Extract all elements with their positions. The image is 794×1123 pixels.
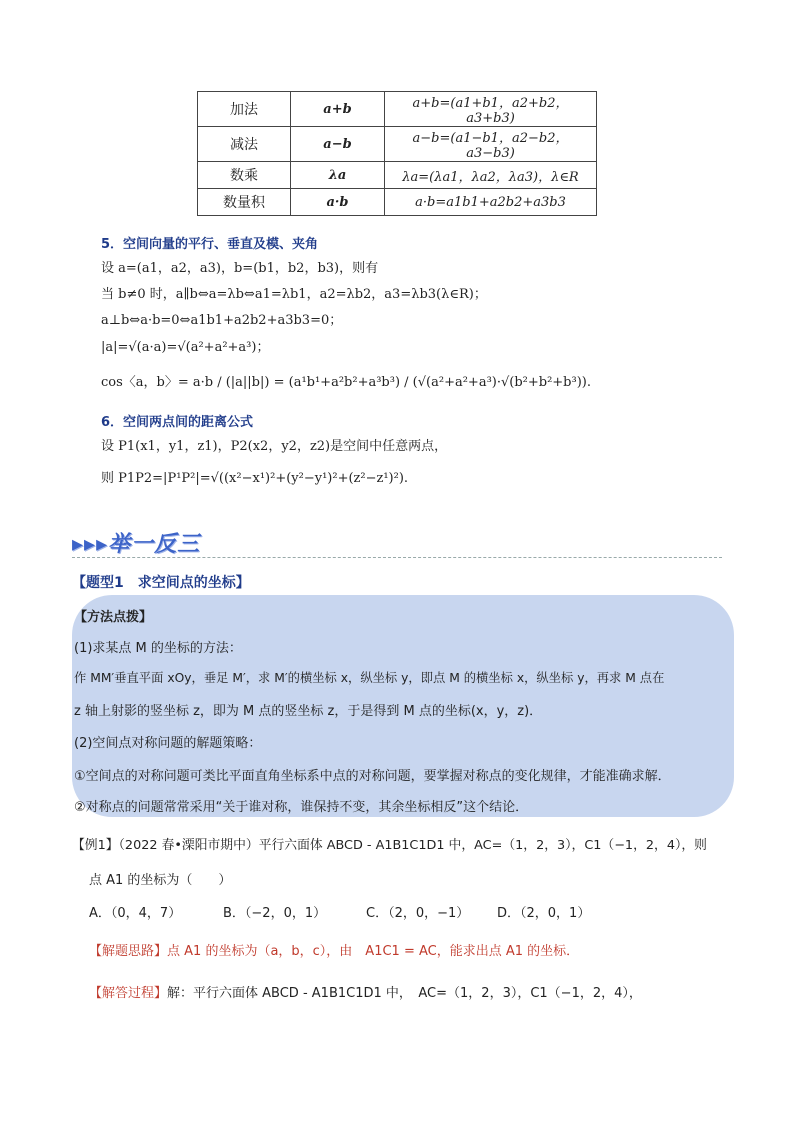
option-d: D．（2，0，1） bbox=[497, 906, 591, 921]
section5-line5: cos〈a，b〉= a·b / (|a||b|) = (a¹b¹+a²b²+a³b³) / (√(a²+a²+a³)·√(b²+b²+b³)). bbox=[101, 375, 591, 390]
op-symbol: a−b bbox=[291, 127, 385, 162]
example-line2: 点 A1 的坐标为（ ） bbox=[89, 873, 232, 888]
op-name: 减法 bbox=[198, 127, 291, 162]
section5-line1: 设 a=(a1，a2，a3)，b=(b1，b2，b3)，则有 bbox=[101, 261, 379, 276]
op-formula: λa=(λa1，λa2，λa3)，λ∈R bbox=[385, 162, 597, 189]
table-row bbox=[198, 127, 597, 162]
op-formula: a−b=(a1−b1，a2−b2，a3−b3) bbox=[385, 127, 597, 162]
method-p1: (1)求某点 M 的坐标的方法： bbox=[74, 641, 242, 656]
banner-title: ▸▸▸举一反三 bbox=[72, 532, 201, 557]
option-a: A．（0，4，7） bbox=[89, 906, 182, 921]
section5-line2: 当 b≠0 时，a∥b⇔a=λb⇔a1=λb1，a2=λb2，a3=λb3(λ∈R)； bbox=[101, 287, 487, 302]
vector-operations-table bbox=[197, 91, 597, 216]
section5-heading: 5．空间向量的平行、垂直及模、夹角 bbox=[101, 237, 319, 252]
section5-line4: |a|=√(a·a)=√(a²+a²+a³)； bbox=[101, 340, 270, 355]
process-row bbox=[89, 982, 642, 1001]
section5-line3: a⊥b⇔a·b=0⇔a1b1+a2b2+a3b3=0； bbox=[101, 313, 343, 328]
op-name: 加法 bbox=[198, 92, 291, 127]
method-p2: 作 MM′垂直平面 xOy，垂足 M′，求 M′的横坐标 x，纵坐标 y，即点 M 的横坐标 x，纵坐标 y，再求 M 点在 bbox=[74, 671, 665, 685]
method-title: 【方法点拨】 bbox=[74, 610, 153, 625]
section6-line1: 设 P1(x1，y1，z1)，P2(x2，y2，z2)是空间中任意两点， bbox=[101, 439, 448, 454]
example-line1: 【例1】（2022 春•溧阳市期中）平行六面体 ABCD - A1B1C1D1 中，AC=（1，2，3），C1（−1，2，4），则 bbox=[72, 838, 707, 853]
op-symbol: a·b bbox=[291, 189, 385, 216]
op-formula: a+b=(a1+b1，a2+b2，a3+b3) bbox=[385, 92, 597, 127]
op-formula: a·b=a1b1+a2b2+a3b3 bbox=[385, 189, 597, 216]
option-b: B．（−2，0，1） bbox=[223, 906, 327, 921]
table-row bbox=[198, 162, 597, 189]
op-symbol: a+b bbox=[291, 92, 385, 127]
thinking-text: 点 A1 的坐标为（a，b，c），由 A1C1 = AC，能求出点 A1 的坐标． bbox=[167, 944, 580, 959]
process-text: 解：平行六面体 ABCD - A1B1C1D1 中， AC=（1，2，3），C1（−1，2，4）， bbox=[167, 986, 642, 1001]
process-label: 【解答过程】 bbox=[89, 986, 168, 1001]
method-p3: z 轴上射影的竖坐标 z，即为 M 点的竖坐标 z，于是得到 M 点的坐标(x，y，z)． bbox=[74, 704, 543, 719]
table-row bbox=[198, 92, 597, 127]
method-p6: ②对称点的问题常常采用“关于谁对称，谁保持不变，其余坐标相反”这个结论． bbox=[74, 800, 529, 815]
method-p5: ①空间点的对称问题可类比平面直角坐标系中点的对称问题，要掌握对称点的变化规律，才能准确求解． bbox=[74, 769, 671, 784]
thinking-row bbox=[89, 940, 579, 959]
question-type-title: 【题型1 求空间点的坐标】 bbox=[72, 575, 250, 591]
op-symbol: λa bbox=[291, 162, 385, 189]
section6-heading: 6．空间两点间的距离公式 bbox=[101, 415, 254, 430]
thinking-label: 【解题思路】 bbox=[89, 944, 168, 959]
method-p4: (2)空间点对称问题的解题策略： bbox=[74, 736, 262, 751]
section6-line2: 则 P1P2=|P¹P²|=√((x²−x¹)²+(y²−y¹)²+(z²−z¹)²). bbox=[101, 471, 409, 486]
op-name: 数量积 bbox=[198, 189, 291, 216]
table-row bbox=[198, 189, 597, 216]
option-c: C．（2，0，−1） bbox=[366, 906, 470, 921]
divider bbox=[72, 557, 722, 558]
op-name: 数乘 bbox=[198, 162, 291, 189]
